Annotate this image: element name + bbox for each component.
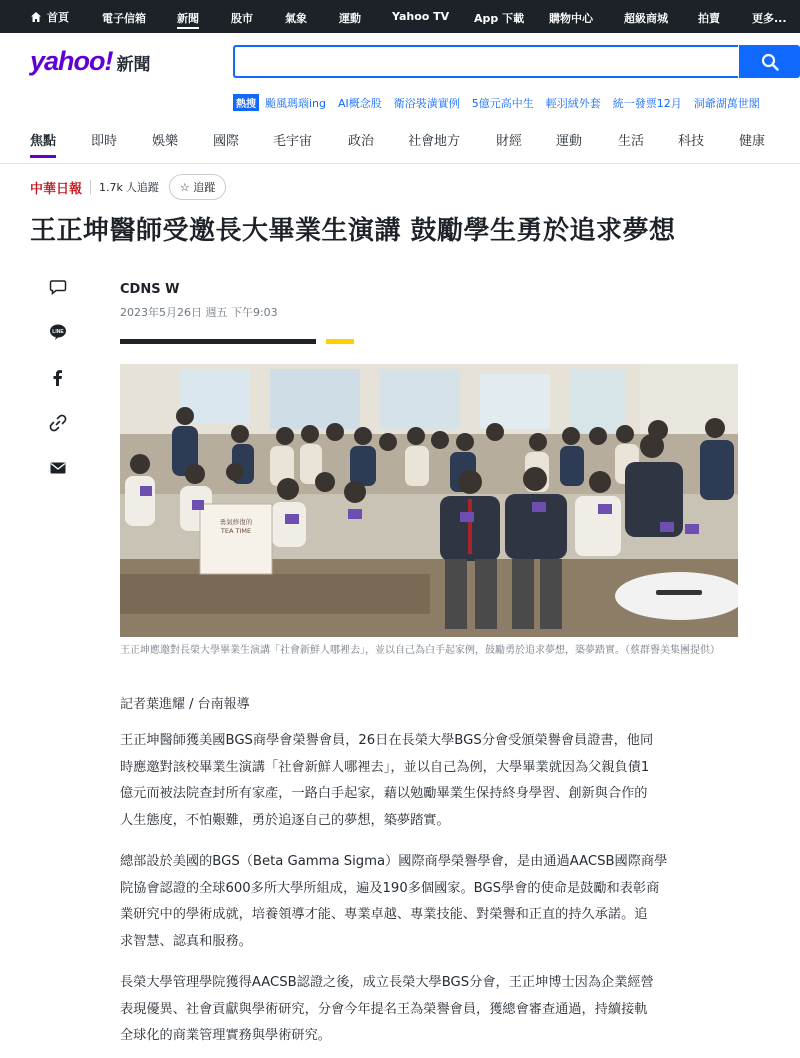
logo-section: 新聞 (116, 55, 151, 75)
tab-international[interactable]: 國際 (213, 134, 240, 149)
nav-mall[interactable]: 超級商城 (624, 12, 668, 25)
follower-count: 1.7k (99, 180, 123, 194)
paragraph-line: 總部設於美國的BGS（Beta Gamma Sigma）國際商學榮譽學會，是由通過AACSB國際商學 (120, 854, 668, 869)
paragraph-line: 時應邀對該校畢業生演講「社會新鮮人哪裡去」，並以自己為例，大學畢業就因為父親負債1 (120, 759, 650, 775)
nav-app-download[interactable]: App 下載 (474, 12, 525, 25)
tab-sports[interactable]: 運動 (556, 134, 583, 149)
tab-health[interactable]: 健康 (739, 134, 766, 149)
article-paragraph (120, 970, 738, 1050)
article-paragraph (120, 728, 738, 834)
nav-more[interactable]: 更多... (752, 12, 787, 25)
tab-focus[interactable]: 焦點 (30, 130, 56, 158)
nav-mail[interactable]: 電子信箱 (102, 12, 146, 25)
author-rule-accent (326, 339, 354, 344)
tab-life[interactable]: 生活 (618, 134, 645, 149)
provider-row (30, 174, 226, 200)
nav-weather[interactable]: 氣象 (285, 12, 307, 25)
nav-news[interactable]: 新聞 (177, 10, 199, 29)
header-divider (0, 163, 800, 164)
follow-button[interactable] (169, 174, 226, 200)
search-input[interactable] (233, 45, 738, 78)
email-share-button[interactable] (44, 454, 72, 482)
top-navigation-bar (0, 0, 800, 33)
article-title: 王正坤醫師受邀長大畢業生演講 鼓勵學生勇於追求夢想 (30, 216, 676, 246)
nav-home-label: 首頁 (47, 10, 69, 24)
trending-item[interactable]: 衛浴裝潢實例 (393, 96, 460, 110)
paragraph-line: 求智慧、認真和服務。 (120, 933, 252, 949)
yahoo-news-logo[interactable] (30, 46, 151, 77)
nav-auction[interactable]: 拍賣 (698, 12, 720, 25)
facebook-share-button[interactable] (44, 364, 72, 392)
trending-searches (233, 94, 760, 111)
paragraph-line: 人生態度，不怕艱難，勇於追逐自己的夢想，築夢踏實。 (120, 812, 450, 828)
follower-label: 人追蹤 (125, 181, 159, 194)
paragraph-line: 表現優異、社會貢獻與學術研究，分會今年提名王為榮譽會員，獲總會審查通過，持續接軌 (120, 1001, 648, 1017)
svg-text:LINE: LINE (52, 329, 64, 335)
copy-link-button[interactable] (44, 409, 72, 437)
photo-banner-text: 勇氣修復的 TEA TIME (219, 518, 253, 535)
article-paragraph (120, 849, 738, 955)
comment-icon (49, 278, 67, 296)
paragraph-line: 億元而被法院查封所有家產，一路白手起家，藉以勉勵畢業生保持終身學習、創新與合作的 (120, 786, 648, 801)
tab-society[interactable]: 社會地方 (408, 134, 461, 149)
tab-realtime[interactable]: 即時 (91, 134, 118, 149)
star-icon: ☆ (179, 181, 190, 194)
trending-item[interactable]: 5億元高中生 (471, 96, 534, 110)
publish-date: 2023年5月26日 週五 下午9:03 (120, 306, 278, 319)
paragraph-line: 院協會認證的全球600多所大學所組成，遍及190多個國家。BGS學會的使命是鼓勵和表彰商 (120, 880, 660, 896)
follow-label: 追蹤 (193, 181, 216, 194)
line-share-button[interactable] (44, 318, 72, 346)
author-rule (120, 339, 316, 344)
provider-logo[interactable]: 中華日報 (30, 181, 83, 197)
paragraph-line: 王正坤醫師獲美國BGS商學會榮譽會員，26日在長榮大學BGS分會受頒榮譽會員證書，他同 (120, 733, 654, 748)
nav-shopping[interactable]: 購物中心 (549, 12, 593, 25)
nav-stock[interactable]: 股市 (231, 12, 253, 25)
nav-yahoo-tv[interactable]: Yahoo TV (392, 10, 450, 23)
paragraph-line: 長榮大學管理學院獲得AACSB認證之後，成立長榮大學BGS分會，王正坤博士因為企業經營 (120, 975, 654, 990)
trending-item[interactable]: 統一發票12月 (612, 96, 682, 110)
photo-caption: 王正坤應邀對長榮大學畢業生演講「社會新鮮人哪裡去」，並以自己為白手起家例，鼓勵勇於追求夢想，築夢踏實。（蔡群譽美集團提供） (120, 645, 720, 656)
paragraph-line: 全球化的商業管理實務與學術研究。 (120, 1028, 331, 1043)
article-byline: 記者葉進耀 / 台南報導 (120, 697, 250, 712)
search-button[interactable] (739, 45, 800, 78)
mail-icon (49, 459, 67, 477)
facebook-icon (49, 369, 67, 387)
tab-politics[interactable]: 政治 (348, 134, 375, 149)
nav-sports[interactable]: 運動 (339, 12, 361, 25)
author-name[interactable]: CDNS W (120, 282, 180, 297)
trending-item[interactable]: 洞爺湖萬世閣 (693, 96, 760, 110)
trending-item[interactable]: AI概念股 (338, 96, 382, 110)
tab-finance[interactable]: 財經 (496, 134, 523, 149)
nav-home[interactable] (30, 9, 96, 25)
trending-label: 熱搜 (233, 94, 259, 111)
tab-tech[interactable]: 科技 (678, 134, 705, 149)
tab-pets[interactable]: 毛宇宙 (273, 134, 313, 149)
provider-separator (90, 180, 91, 194)
tab-entertainment[interactable]: 娛樂 (152, 134, 179, 149)
search-icon (761, 53, 779, 71)
line-icon (49, 323, 67, 341)
comment-button[interactable] (44, 273, 72, 301)
article-photo[interactable] (120, 364, 738, 637)
trending-item[interactable]: 輕羽絨外套 (545, 96, 601, 110)
group-photo-illustration (120, 364, 738, 637)
logo-text: yahoo! (30, 46, 113, 76)
paragraph-line: 業研究中的學術成就，培養領導才能、專業卓越、專業技能、對榮譽和正直的持久承諾。追 (120, 907, 648, 922)
home-icon (30, 11, 42, 23)
link-icon (49, 414, 67, 432)
trending-item[interactable]: 颱風瑪瑙ing (265, 96, 327, 110)
